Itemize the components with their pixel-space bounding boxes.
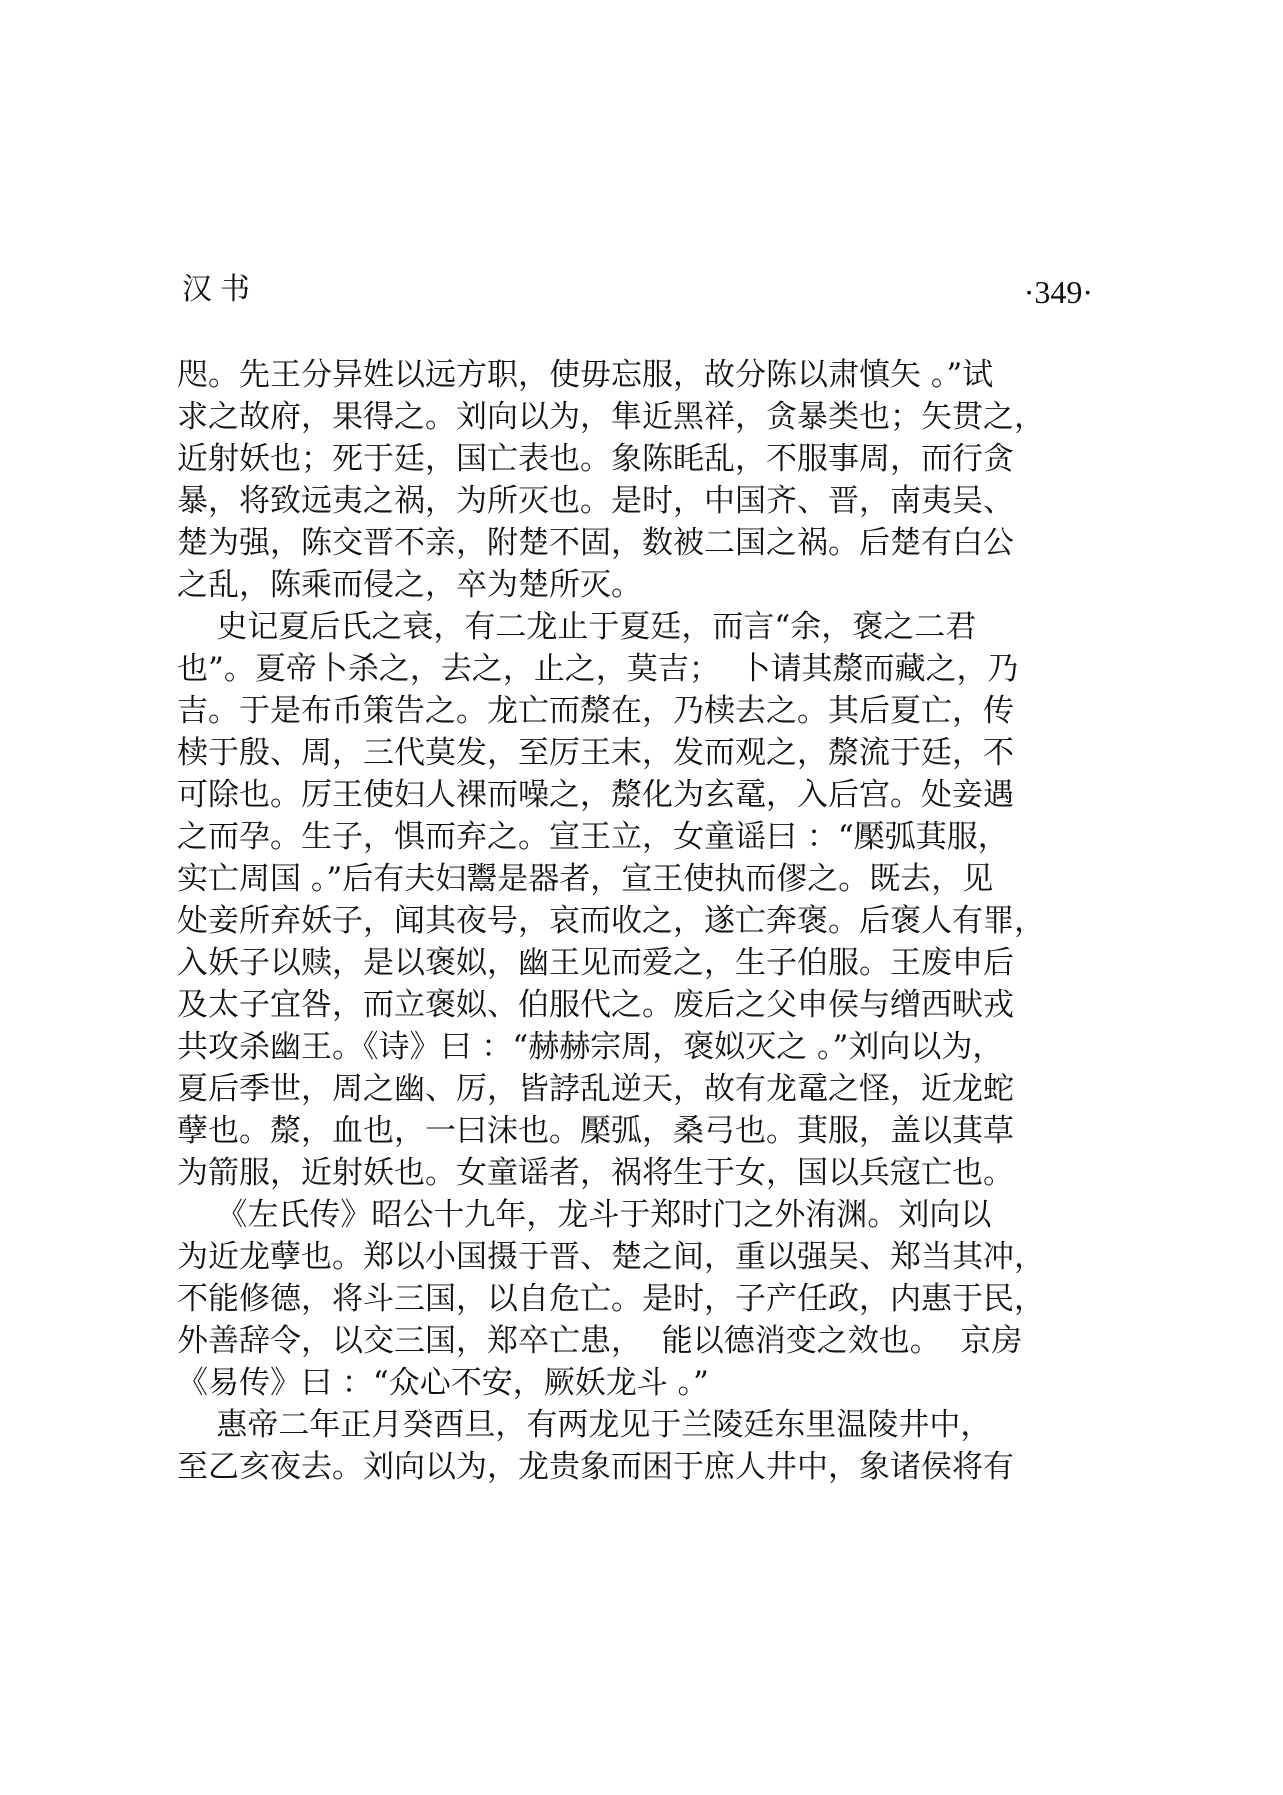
text-line: 椟于殷、周，三代莫发，至厉王末，发而观之，漦流于廷，不: [177, 735, 1014, 771]
text-line: 楚为强，陈交晋不亲，附楚不固，数被二国之祸。后楚有白公: [177, 525, 1014, 561]
text-line: 为箭服，近射妖也。女童谣者，祸将生于女，国以兵寇亡也。: [177, 1155, 1014, 1191]
text-line: 惠帝二年正月癸酉旦，有两龙见于兰陵廷东里温陵井中，: [177, 1407, 992, 1443]
text-line: 之乱，陈乘而侵之，卒为楚所灭。: [177, 567, 642, 603]
text-line: 及太子宜咎，而立褒姒、伯服代之。废后之父申侯与缯西畎戎: [177, 987, 1014, 1023]
text-line: 《左氏传》昭公十九年，龙斗于郑时门之外洧渊。刘向以: [177, 1197, 992, 1233]
text-line: 暴，将致远夷之祸，为所灭也。是时，中国齐、晋，南夷吴、: [177, 483, 1014, 519]
text-line: 为近龙孽也。郑以小国摄于晋、楚之间，重以强吴、郑当其冲，: [177, 1239, 1045, 1275]
text-line: 夏后季世，周之幽、厉，皆誖乱逆天，故有龙鼋之怪，近龙蛇: [177, 1071, 1014, 1107]
text-line: 孽也。漦，血也，一曰沫也。檿弧，桑弓也。萁服，盖以萁草: [177, 1113, 1014, 1149]
text-line: 史记夏后氏之衰，有二龙止于夏廷，而言“余，褒之二君: [177, 609, 977, 645]
text-line: 之而孕。生子，惧而弃之。宣王立，女童谣曰 ：“檿弧萁服，: [177, 819, 1009, 855]
text-line: 也”。夏帝卜杀之，去之，止之，莫吉； 卜请其漦而藏之，乃: [177, 651, 1019, 687]
text-line: 入妖子以赎，是以褒姒，幽王见而爱之，生子伯服。王废申后: [177, 945, 1014, 981]
text-line: 求之故府，果得之。刘向以为，隼近黑祥，贪暴类也；矢贯之，: [177, 399, 1045, 435]
text-line: 实亡周国 。”后有夫妇鬻是器者，宣王使执而僇之。既去，见: [177, 861, 994, 897]
text-line: 处妾所弃妖子，闻其夜号，哀而收之，遂亡奔褒。后褒人有罪，: [177, 903, 1045, 939]
text-line: 共攻杀幽王。《诗》曰 ：“赫赫宗周，褒姒灭之 。”刘向以为，: [177, 1029, 1004, 1065]
text-line: 《易传》曰 ：“众心不安，厥妖龙斗 。”: [177, 1365, 709, 1401]
page-number: ·349·: [1023, 274, 1093, 310]
book-title: 汉书: [182, 272, 258, 307]
text-line: 咫。先王分异姓以远方职，使毋忘服，故分陈以肃慎矢 。”试: [177, 357, 994, 393]
text-line: 外善辞令，以交三国，郑卒亡患， 能以德消变之效也。 京房: [177, 1323, 1023, 1359]
body-text: [177, 354, 1112, 1488]
text-line: 不能修德，将斗三国，以自危亡。是时，子产任政，内惠于民，: [177, 1281, 1045, 1317]
text-line: 近射妖也；死于廷，国亡表也。象陈眊乱，不服事周，而行贪: [177, 441, 1014, 477]
text-line: 吉。于是布币策告之。龙亡而漦在，乃椟去之。其后夏亡，传: [177, 693, 1014, 729]
text-line: 至乙亥夜去。刘向以为，龙贵象而困于庶人井中，象诸侯将有: [177, 1449, 1014, 1485]
text-line: 可除也。厉王使妇人裸而噪之，漦化为玄鼋，入后宫。处妾遇: [177, 777, 1014, 813]
